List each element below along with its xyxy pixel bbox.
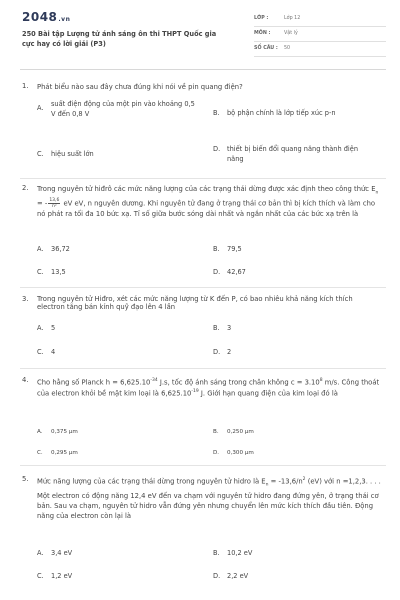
option-letter: A. [37, 104, 44, 112]
option-letter: D. [213, 572, 221, 580]
option-text: 0,250 μm [227, 429, 254, 435]
question-3 [20, 295, 386, 365]
option-letter: C. [37, 572, 44, 580]
option-text: 3 [227, 324, 232, 332]
logo-suffix: .vn [58, 16, 71, 23]
option-text: 4 [51, 348, 56, 356]
meta-subject-label: MÔN : [254, 31, 271, 36]
meta-subject-row [254, 29, 386, 42]
document-title: 250 Bài tập Lượng tử ánh sáng ôn thi THPT Quốc gia cực hay có lời giải (P3) [22, 30, 217, 48]
option-letter: D. [213, 348, 221, 356]
option-text: thiết bị biến đổi quang năng thành điện năng [227, 145, 359, 163]
meta-subject-value: Vật lý [284, 31, 298, 36]
question-stem [37, 184, 382, 219]
stem-text: m/s. Công thoát của electron khỏi bề mặt kim loại là 6,625.10 [37, 378, 380, 398]
question-number: 3. [22, 295, 29, 303]
option-text: 79,5 [227, 245, 242, 253]
question-number: 1. [22, 82, 29, 90]
site-logo[interactable] [22, 10, 70, 24]
stem-superscript: -34 [150, 378, 158, 383]
option-text: 3,4 eV [51, 549, 73, 557]
question-divider [20, 368, 386, 369]
meta-class-row [254, 14, 386, 27]
question-number: 2. [22, 184, 29, 192]
option-text: 13,5 [51, 268, 66, 276]
option-text: bộ phận chính là lớp tiếp xúc p-n [227, 109, 336, 117]
option-letter: D. [213, 145, 221, 153]
option-text: 5 [51, 324, 56, 332]
fraction-denominator: n² [52, 204, 57, 210]
stem-text: (eV) với n =1,2,3. . . . Một electron có động năng 12,4 eV đến va chạm với nguyên tử hidro đang đứng yên, ở trạng thái cơ bản. Sau va chạm, nguyên tử hidro vẫn đứng yên nhưng chuyển lên mức kích thích đầu tiên. Động năng của electron còn lại là [37, 477, 381, 520]
question-divider [20, 287, 386, 288]
option-letter: D. [213, 450, 220, 456]
stem-superscript: 8 [319, 378, 323, 383]
option-letter: A. [37, 324, 44, 332]
option-text: 2 [227, 348, 232, 356]
option-letter: B. [213, 429, 219, 435]
option-letter: A. [37, 549, 44, 557]
option-letter: C. [37, 450, 43, 456]
option-text: 0,300 μm [227, 450, 254, 456]
stem-text: Cho hằng số Planck h = 6,625.10 [37, 378, 151, 387]
stem-subscript: n [265, 482, 269, 488]
stem-subscript: n [375, 190, 379, 196]
question-4 [20, 376, 386, 464]
option-text: 2,2 eV [227, 572, 249, 580]
stem-text: Mức năng lượng của các trạng thái dừng trong nguyên tử hidro là E [37, 477, 266, 486]
question-5 [20, 475, 386, 587]
option-letter: A. [37, 429, 43, 435]
option-text: 0,295 μm [51, 450, 78, 456]
header-divider [20, 69, 386, 70]
option-text: 36,72 [51, 245, 70, 253]
meta-count-value: 50 [284, 46, 291, 51]
option-letter: C. [37, 268, 44, 276]
worksheet-header [0, 0, 400, 70]
stem-text: J.s, tốc độ ánh sáng trong chân không c = 3.10 [157, 378, 320, 387]
option-text: suất điện động của một pin vào khoảng 0,5 V đến 0,8 V [51, 100, 195, 118]
fraction-numerator: 13,6 [49, 198, 60, 204]
question-stem: Trong nguyên tử Hiđro, xét các mức năng lượng từ K đến P, có bao nhiêu khả năng kích thích electron tăng bán kính quỹ đạo lên 4 lần [37, 295, 353, 311]
meta-count-row [254, 44, 386, 57]
option-letter: B. [213, 245, 220, 253]
question-stem [37, 376, 382, 399]
option-text: 1,2 eV [51, 572, 73, 580]
meta-count-label: SỐ CÂU : [254, 46, 278, 51]
meta-class-label: LỚP : [254, 16, 269, 21]
logo-text: 2048 [22, 10, 58, 24]
option-letter: B. [213, 549, 220, 557]
option-text: hiệu suất lớn [51, 150, 94, 158]
stem-text: Trong nguyên tử hiđrô các mức năng lượng của các trạng thái dừng được xác định theo công thức E [37, 185, 376, 193]
option-letter: B. [213, 324, 220, 332]
question-divider [20, 178, 386, 179]
option-letter: D. [213, 268, 221, 276]
stem-text: J. Giới hạn quang điện của kim loại đó là [198, 389, 338, 398]
question-2 [20, 184, 386, 284]
stem-text: = -13,6/n [268, 477, 303, 486]
stem-superscript: 2 [302, 477, 306, 482]
question-number: 4. [22, 376, 29, 384]
question-stem [37, 475, 382, 521]
option-letter: B. [213, 109, 220, 117]
option-letter: C. [37, 150, 44, 158]
option-text: 0,375 μm [51, 429, 78, 435]
energy-fraction [48, 198, 60, 209]
question-1 [20, 82, 386, 177]
option-text: 10,2 eV [227, 549, 253, 557]
option-letter: C. [37, 348, 44, 356]
stem-text: = - [37, 199, 48, 208]
question-divider [20, 465, 386, 466]
stem-superscript: -19 [191, 389, 199, 395]
meta-class-value: Lớp 12 [284, 16, 301, 21]
option-text: 42,67 [227, 268, 246, 276]
stem-text: eV eV, n nguyên dương. Khi nguyên tử đang ở trạng thái cơ bản thì bị kích thích và làm cho nó phát ra tối đa 10 bức xạ. Tỉ số giữa bước sóng dài nhất và ngắn nhất của các bức xạ trên là [37, 199, 376, 219]
option-letter: A. [37, 245, 44, 253]
question-stem: Phát biểu nào sau đây chưa đúng khi nói về pin quang điện? [37, 83, 243, 91]
question-number: 5. [22, 475, 29, 483]
